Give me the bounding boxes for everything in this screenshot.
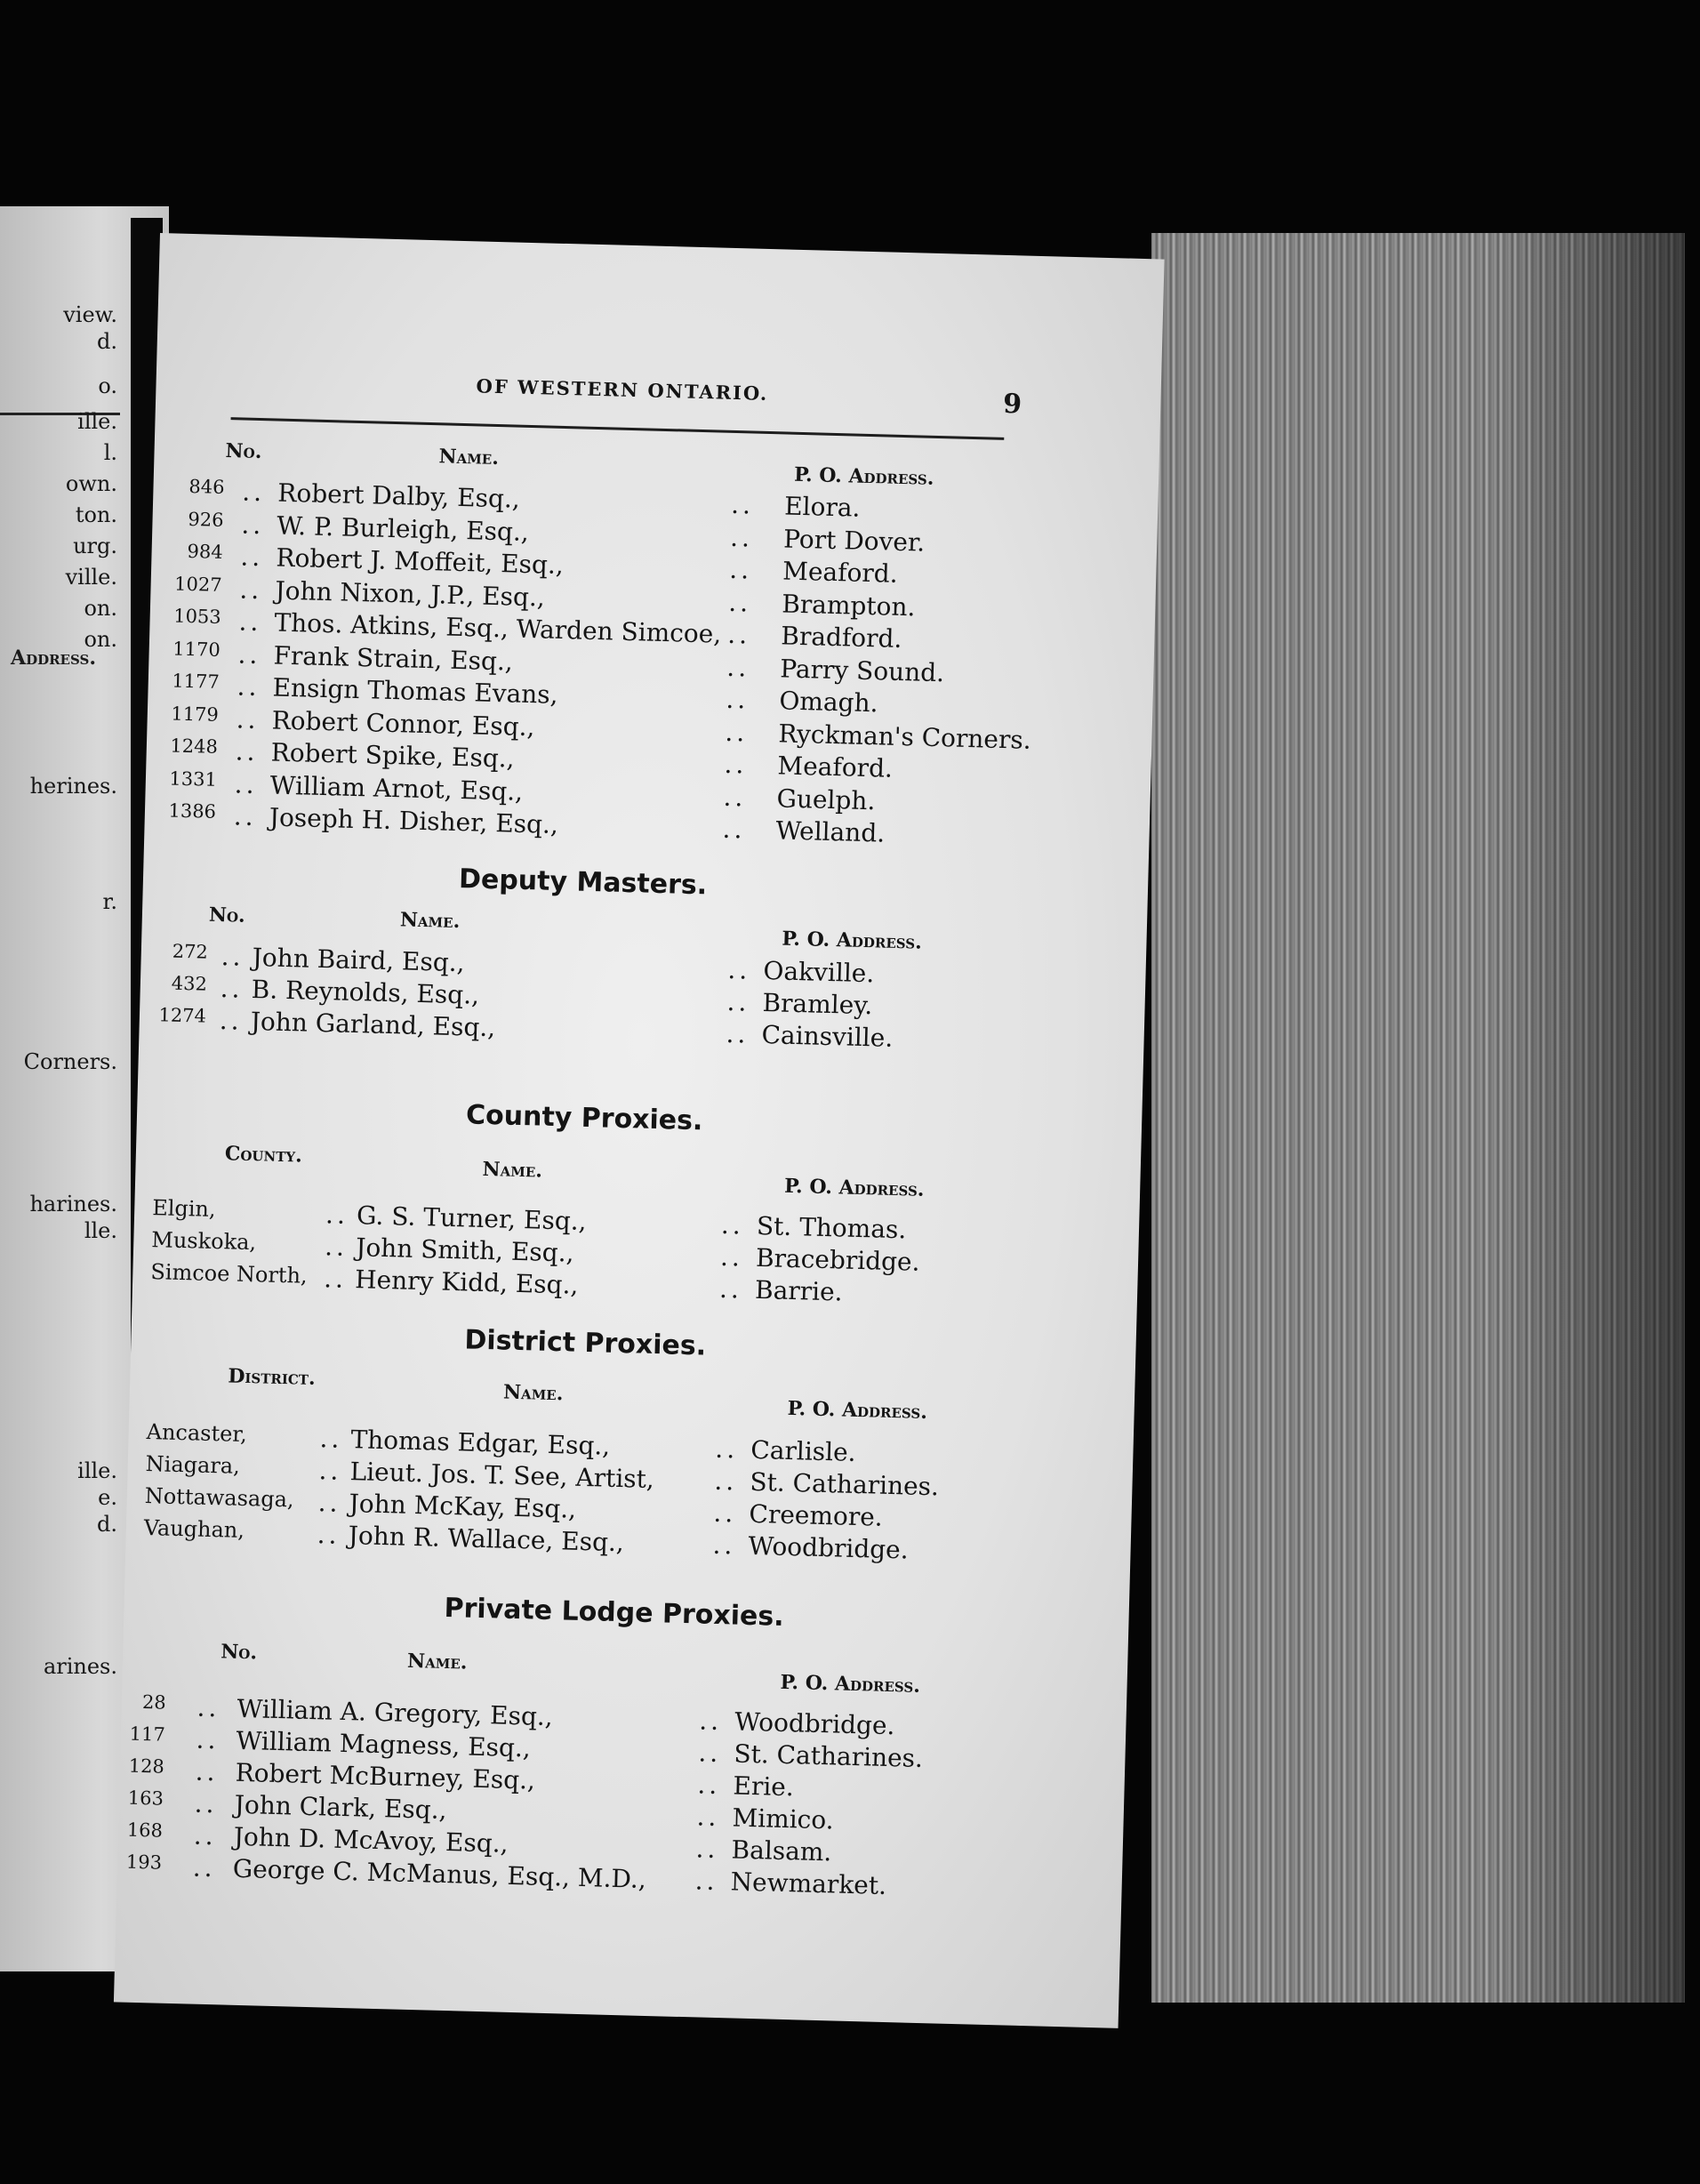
- leader-dots: ..: [718, 1273, 743, 1305]
- row-name: Robert Connor, Esq.,: [271, 704, 535, 742]
- row-number: 193: [125, 1851, 163, 1874]
- leader-dots: ..: [727, 587, 752, 618]
- row-name: Robert J. Moffeit, Esq.,: [276, 542, 565, 580]
- leader-dots: ..: [196, 1692, 221, 1723]
- leader-dots: ..: [221, 942, 245, 972]
- leader-dots: ..: [696, 1802, 720, 1833]
- leader-dots: ..: [712, 1530, 736, 1561]
- leader-dots: ..: [192, 1852, 217, 1883]
- row-name: Robert Spike, Esq.,: [270, 737, 516, 774]
- left-page-fragment: herines.: [29, 774, 117, 799]
- masters-col-no: No.: [225, 439, 262, 464]
- row-address: Port Dover.: [782, 523, 926, 558]
- row-address: Balsam.: [731, 1835, 832, 1867]
- page-number: 9: [1002, 388, 1022, 421]
- county-col-address: P. O. Address.: [783, 1174, 925, 1201]
- left-page-fragment: Corners.: [23, 1049, 117, 1074]
- deputy-masters-title: Deputy Masters.: [458, 863, 708, 902]
- row-address: Erie.: [733, 1770, 795, 1803]
- row-name: John R. Wallace, Esq.,: [348, 1521, 625, 1558]
- leader-dots: ..: [241, 477, 266, 508]
- row-address: Carlisle.: [750, 1434, 857, 1467]
- row-number: 926: [188, 508, 224, 531]
- county-col-key: County.: [224, 1142, 303, 1168]
- row-address: Guelph.: [776, 783, 876, 815]
- leader-dots: ..: [219, 1006, 244, 1036]
- row-name: B. Reynolds, Esq.,: [251, 974, 480, 1010]
- row-district: Nottawasaga,: [144, 1483, 294, 1513]
- page-edges: [1151, 233, 1685, 2003]
- row-name: William A. Gregory, Esq.,: [237, 1693, 554, 1732]
- leader-dots: ..: [726, 986, 750, 1017]
- leader-dots: ..: [714, 1433, 739, 1465]
- leader-dots: ..: [238, 606, 262, 638]
- row-address: Ryckman's Corners.: [778, 718, 1032, 755]
- row-name: John Nixon, J.P., Esq.,: [275, 575, 546, 612]
- district-col-address: P. O. Address.: [787, 1396, 928, 1425]
- leader-dots: ..: [724, 749, 748, 780]
- lodge-col-address: P. O. Address.: [780, 1670, 921, 1698]
- row-number: 1386: [168, 799, 217, 823]
- left-page-fragment: harines.: [29, 1192, 117, 1216]
- leader-dots: ..: [728, 554, 753, 585]
- left-page-fragment: lle.: [84, 1218, 117, 1243]
- row-address: Bracebridge.: [755, 1242, 920, 1277]
- row-number: 168: [126, 1819, 164, 1842]
- leader-dots: ..: [694, 1866, 718, 1897]
- leader-dots: ..: [730, 489, 755, 520]
- row-number: 28: [141, 1691, 167, 1714]
- row-address: Woodbridge.: [748, 1530, 910, 1565]
- leader-dots: ..: [714, 1465, 738, 1497]
- row-address: Cainsville.: [761, 1020, 894, 1053]
- leader-dots: ..: [729, 522, 754, 553]
- left-page-fragment: e.: [98, 1485, 117, 1510]
- row-name: Thomas Edgar, Esq.,: [350, 1425, 611, 1461]
- leader-dots: ..: [726, 684, 750, 715]
- leader-dots: ..: [317, 1488, 341, 1518]
- row-number: 117: [129, 1722, 166, 1746]
- leader-dots: ..: [195, 1756, 219, 1787]
- leader-dots: ..: [220, 974, 245, 1004]
- left-page-fragment: view.: [63, 302, 117, 327]
- row-district: Muskoka,: [150, 1227, 257, 1256]
- row-number: 163: [127, 1787, 164, 1810]
- leader-dots: ..: [698, 1738, 722, 1769]
- left-page-fragment: d.: [97, 1512, 117, 1537]
- row-name: Robert McBurney, Esq.,: [235, 1757, 536, 1795]
- leader-dots: ..: [324, 1232, 349, 1262]
- row-address: Woodbridge.: [734, 1706, 895, 1741]
- row-number: 1027: [173, 573, 222, 596]
- row-address: Meaford.: [782, 556, 899, 589]
- left-page-fragment: on.: [84, 596, 117, 621]
- leader-dots: ..: [726, 652, 750, 683]
- row-district: Elgin,: [151, 1195, 216, 1223]
- row-name: John Smith, Esq.,: [355, 1233, 574, 1268]
- row-number: 1170: [172, 638, 221, 661]
- left-page-fragment: ton.: [75, 502, 117, 527]
- county-proxies-title: County Proxies.: [465, 1099, 703, 1137]
- row-number: 1177: [172, 670, 221, 693]
- row-name: John Clark, Esq.,: [234, 1789, 447, 1826]
- row-name: Joseph H. Disher, Esq.,: [269, 802, 559, 839]
- leader-dots: ..: [323, 1264, 348, 1294]
- row-name: Henry Kidd, Esq.,: [354, 1265, 579, 1300]
- row-address: St. Thomas.: [756, 1210, 907, 1245]
- leader-dots: ..: [240, 542, 264, 573]
- row-district: Simcoe North,: [150, 1259, 308, 1289]
- row-name: John Baird, Esq.,: [252, 942, 465, 978]
- private-lodge-proxies-title: Private Lodge Proxies.: [444, 1592, 785, 1633]
- row-district: Vaughan,: [143, 1515, 245, 1543]
- row-name: Ensign Thomas Evans,: [272, 672, 558, 710]
- row-number: 846: [188, 475, 225, 498]
- lodge-col-no: No.: [220, 1640, 258, 1665]
- row-address: Brampton.: [781, 588, 916, 622]
- left-page-fragment: urg.: [73, 534, 117, 558]
- running-head: OF WESTERN ONTARIO.: [476, 374, 769, 405]
- district-proxies-title: District Proxies.: [464, 1324, 707, 1362]
- leader-dots: ..: [719, 1241, 744, 1273]
- deputy-col-address: P. O. Address.: [782, 927, 923, 954]
- left-page-fragment: own.: [65, 471, 117, 496]
- district-col-name: Name.: [502, 1380, 564, 1406]
- row-number: 1274: [158, 1004, 207, 1027]
- county-col-name: Name.: [482, 1157, 543, 1183]
- row-number: 432: [171, 972, 208, 995]
- leader-dots: ..: [235, 736, 260, 767]
- row-name: William Arnot, Esq.,: [269, 769, 524, 807]
- row-number: 272: [172, 940, 209, 963]
- leader-dots: ..: [239, 574, 263, 605]
- row-address: Mimico.: [732, 1803, 835, 1835]
- leader-dots: ..: [233, 801, 258, 832]
- leader-dots: ..: [726, 1018, 750, 1049]
- left-page-fragment: l.: [103, 440, 117, 465]
- row-address: Omagh.: [779, 686, 878, 719]
- left-page-header: Address.: [11, 646, 96, 670]
- row-address: Welland.: [775, 815, 886, 848]
- leader-dots: ..: [726, 619, 751, 650]
- row-district: Niagara,: [145, 1451, 241, 1479]
- row-number: 1331: [169, 767, 218, 791]
- row-number: 984: [187, 540, 223, 563]
- row-address: St. Catharines.: [750, 1466, 940, 1502]
- row-name: Lieut. Jos. T. See, Artist,: [349, 1457, 655, 1495]
- leader-dots: ..: [196, 1724, 220, 1755]
- leader-dots: ..: [725, 717, 749, 747]
- left-page-fragment: r.: [102, 889, 117, 914]
- row-name: John McKay, Esq.,: [349, 1489, 577, 1524]
- leader-dots: ..: [722, 814, 746, 845]
- row-address: Newmarket.: [730, 1867, 887, 1901]
- left-page-fragment: o.: [98, 373, 117, 398]
- row-name: W. P. Burleigh, Esq.,: [277, 510, 530, 547]
- leader-dots: ..: [234, 768, 259, 799]
- leader-dots: ..: [697, 1770, 721, 1801]
- row-address: Bradford.: [780, 621, 902, 654]
- leader-dots: ..: [727, 955, 751, 985]
- page-edges-shadow: [1489, 233, 1685, 2003]
- left-page-fragment: arines.: [43, 1654, 117, 1679]
- row-name: George C. McManus, Esq., M.D.,: [232, 1853, 647, 1894]
- leader-dots: ..: [237, 671, 261, 703]
- left-page-fragment: ville.: [65, 565, 117, 590]
- lodge-col-name: Name.: [406, 1649, 468, 1674]
- leader-dots: ..: [319, 1424, 343, 1454]
- row-name: William Magness, Esq.,: [236, 1725, 532, 1763]
- row-address: Creemore.: [749, 1498, 884, 1532]
- row-address: St. Catharines.: [734, 1738, 924, 1774]
- row-number: 128: [128, 1754, 165, 1778]
- row-number: 1053: [172, 605, 222, 628]
- leader-dots: ..: [236, 703, 260, 735]
- row-address: Parry Sound.: [779, 653, 945, 687]
- row-address: Barrie.: [754, 1274, 843, 1307]
- row-number: 1248: [170, 735, 219, 758]
- deputy-col-no: No.: [208, 903, 246, 927]
- masters-col-address: P. O. Address.: [793, 462, 934, 490]
- row-name: John D. McAvoy, Esq.,: [233, 1821, 509, 1859]
- leader-dots: ..: [723, 782, 747, 812]
- row-name: John Garland, Esq.,: [250, 1006, 496, 1043]
- deputy-col-name: Name.: [399, 908, 461, 934]
- leader-dots: ..: [713, 1497, 737, 1529]
- leader-dots: ..: [318, 1456, 342, 1486]
- left-page-fragment: on.: [84, 627, 117, 652]
- leader-dots: ..: [695, 1834, 719, 1865]
- left-page-fragment: ille.: [77, 409, 117, 434]
- row-name: G. S. Turner, Esq.,: [356, 1200, 588, 1236]
- left-page-fragment: d.: [97, 329, 117, 354]
- masters-col-name: Name.: [438, 445, 500, 470]
- header-rule: [231, 417, 1005, 440]
- district-col-key: District.: [228, 1364, 317, 1391]
- row-name: Robert Dalby, Esq.,: [277, 478, 521, 514]
- leader-dots: ..: [241, 510, 265, 540]
- row-number: 1179: [171, 703, 220, 726]
- row-address: Meaford.: [777, 751, 894, 783]
- row-district: Ancaster,: [146, 1419, 248, 1448]
- leader-dots: ..: [325, 1200, 349, 1230]
- row-address: Oakville.: [763, 956, 875, 989]
- leader-dots: ..: [720, 1209, 745, 1241]
- leader-dots: ..: [317, 1520, 341, 1550]
- leader-dots: ..: [193, 1820, 218, 1851]
- leader-dots: ..: [698, 1706, 723, 1737]
- leader-dots: ..: [237, 638, 261, 670]
- row-name: Thos. Atkins, Esq., Warden Simcoe,: [274, 607, 722, 649]
- row-address: Bramley.: [762, 988, 873, 1021]
- leader-dots: ..: [194, 1788, 219, 1819]
- row-address: Elora.: [783, 491, 861, 523]
- book-page: [114, 233, 1165, 2028]
- row-name: Frank Strain, Esq.,: [273, 640, 514, 677]
- left-page-fragment: ille.: [77, 1458, 117, 1483]
